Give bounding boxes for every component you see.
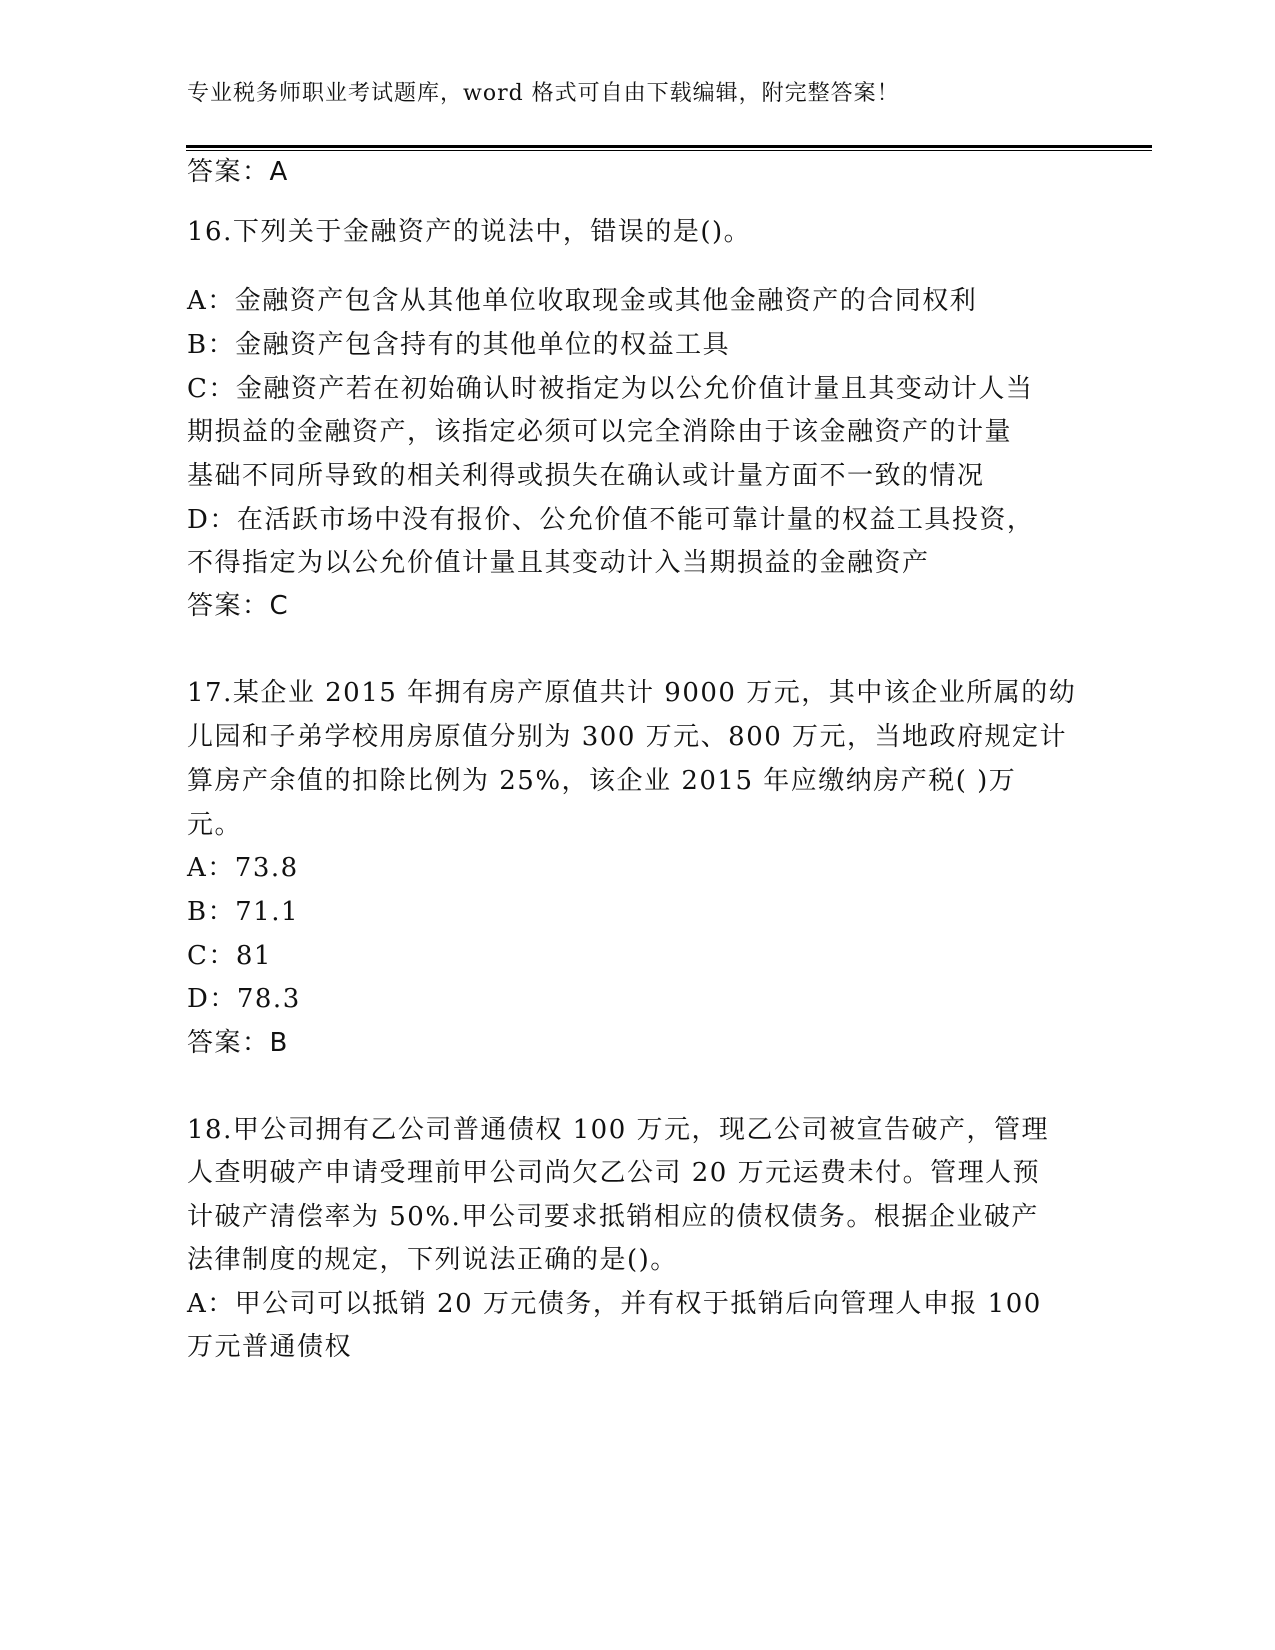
option-line: D：在活跃市场中没有报价、公允价值不能可靠计量的权益工具投资，	[187, 505, 1035, 535]
question-line: 法律制度的规定，下列说法正确的是()。	[187, 1245, 678, 1275]
option-line: B：71.1	[187, 897, 299, 927]
option-line: C：81	[187, 941, 272, 971]
question-line: 16.下列关于金融资产的说法中，错误的是()。	[187, 217, 752, 247]
answer-line: 答案：C	[187, 591, 290, 621]
question-line: 算房产余值的扣除比例为 25%，该企业 2015 年应缴纳房产税( )万	[187, 766, 1017, 796]
header-rule-thin	[186, 150, 1152, 151]
page-header: 专业税务师职业考试题库，word 格式可自由下载编辑，附完整答案！	[187, 81, 900, 106]
question-line: 元。	[187, 810, 243, 840]
question-line: 儿园和子弟学校用房原值分别为 300 万元、800 万元，当地政府规定计	[187, 722, 1068, 752]
option-line: A：甲公司可以抵销 20 万元债务，并有权于抵销后向管理人申报 100	[187, 1289, 1042, 1319]
answer-line: 答案：B	[187, 1028, 289, 1058]
option-line: D：78.3	[187, 984, 301, 1014]
question-line: 人查明破产申请受理前甲公司尚欠乙公司 20 万元运费未付。管理人预	[187, 1158, 1041, 1188]
option-line: 万元普通债权	[187, 1332, 353, 1362]
option-line: 不得指定为以公允价值计量且其变动计入当期损益的金融资产	[187, 548, 930, 578]
question-line: 17.某企业 2015 年拥有房产原值共计 9000 万元，其中该企业所属的幼	[187, 678, 1077, 708]
option-line: A：73.8	[187, 853, 299, 883]
answer-line: 答案：A	[187, 157, 289, 187]
option-line: 期损益的金融资产，该指定必须可以完全消除由于该金融资产的计量	[187, 417, 1013, 447]
option-line: C：金融资产若在初始确认时被指定为以公允价值计量且其变动计人当	[187, 374, 1034, 404]
question-line: 18.甲公司拥有乙公司普通债权 100 万元，现乙公司被宣告破产，管理	[187, 1115, 1050, 1145]
option-line: B：金融资产包含持有的其他单位的权益工具	[187, 330, 731, 360]
question-line: 计破产清偿率为 50%.甲公司要求抵销相应的债权债务。根据企业破产	[187, 1202, 1039, 1232]
header-rule-thick	[186, 145, 1152, 148]
option-line: A：金融资产包含从其他单位收取现金或其他金融资产的合同权利	[187, 286, 978, 316]
option-line: 基础不同所导致的相关利得或损失在确认或计量方面不一致的情况	[187, 461, 985, 491]
